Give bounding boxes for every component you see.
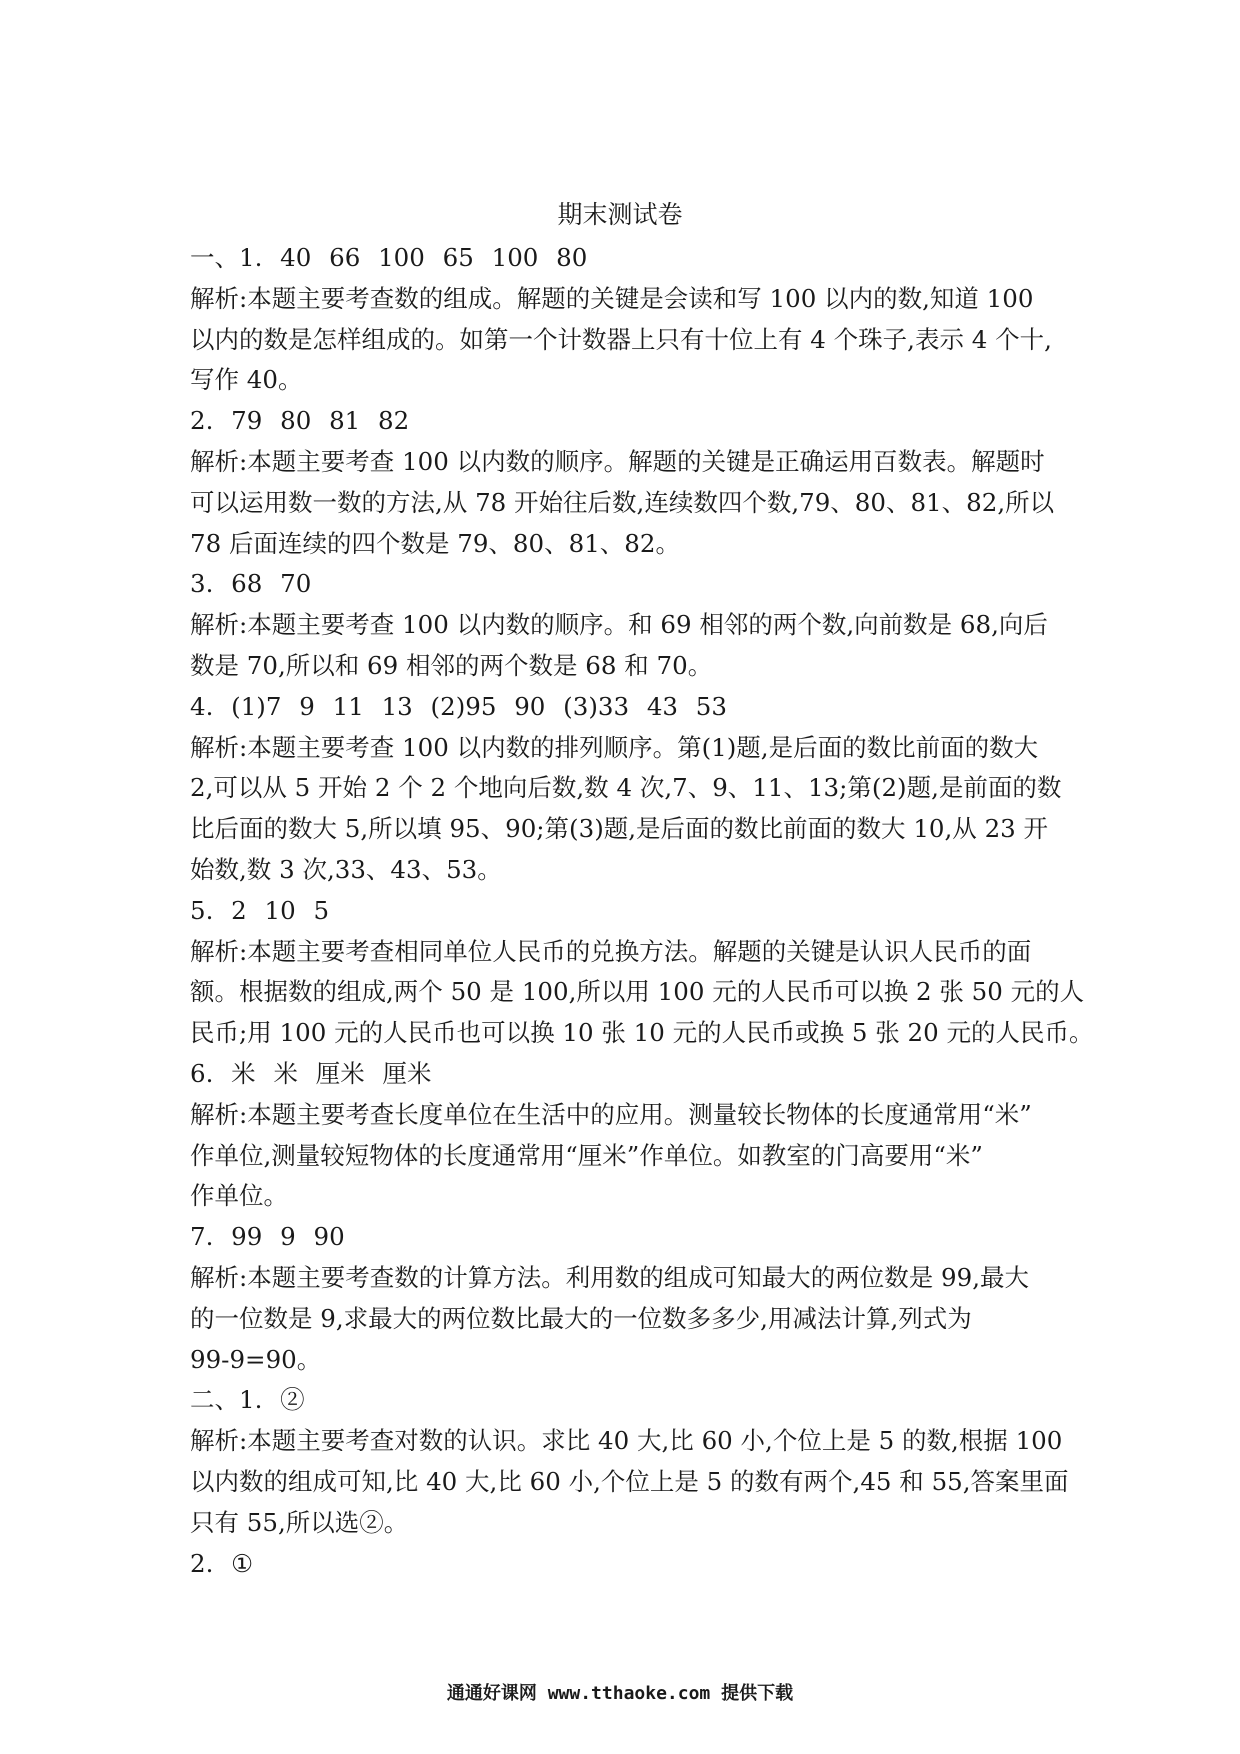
explanation-line: 比后面的数大 5,所以填 95、90;第(3)题,是后面的数比前面的数大 10,从 23 开	[190, 814, 1049, 844]
explanation-line: 额。根据数的组成,两个 50 是 100,所以用 100 元的人民币可以换 2 张 50 元的人	[190, 977, 1085, 1007]
answer-line: 2. ①	[190, 1548, 254, 1578]
explanation-line: 可以运用数一数的方法,从 78 开始往后数,连续数四个数,79、80、81、82,所以	[190, 487, 1055, 517]
page-title: 期末测试卷	[557, 200, 683, 229]
explanation-line: 2,可以从 5 开始 2 个 2 个地向后数,数 4 次,7、9、11、13;第(2)题,是前面的数	[190, 773, 1062, 803]
explanation-line: 写作 40。	[190, 365, 303, 395]
footer-watermark: 通通好课网 www.tthaoke.com 提供下载	[446, 1683, 794, 1704]
explanation-line: 作单位,测量较短物体的长度通常用“厘米”作单位。如教室的门高要用“米”	[190, 1140, 983, 1170]
explanation-line: 解析:本题主要考查 100 以内数的顺序。解题的关键是正确运用百数表。解题时	[190, 446, 1045, 476]
explanation-line: 解析:本题主要考查长度单位在生活中的应用。测量较长物体的长度通常用“米”	[190, 1099, 1032, 1129]
explanation-line: 数是 70,所以和 69 相邻的两个数是 68 和 70。	[190, 650, 713, 680]
explanation-line: 作单位。	[190, 1181, 288, 1211]
explanation-line: 解析:本题主要考查数的计算方法。利用数的组成可知最大的两位数是 99,最大	[190, 1262, 1030, 1292]
answer-key-body	[190, 238, 1094, 1584]
explanation-line: 解析:本题主要考查相同单位人民币的兑换方法。解题的关键是认识人民币的面	[190, 936, 1032, 966]
explanation-line: 78 后面连续的四个数是 79、80、81、82。	[190, 528, 680, 558]
answer-line: 7. 99 9 90	[190, 1222, 345, 1252]
explanation-line: 民币;用 100 元的人民币也可以换 10 张 10 元的人民币或换 5 张 20 元的人民币。	[190, 1018, 1094, 1048]
answer-line: 二、1. ②	[190, 1385, 305, 1415]
explanation-line: 解析:本题主要考查 100 以内数的排列顺序。第(1)题,是后面的数比前面的数大	[190, 732, 1039, 762]
answer-line: 6. 米 米 厘米 厘米	[190, 1058, 432, 1088]
answer-line: 2. 79 80 81 82	[190, 406, 410, 436]
explanation-line: 始数,数 3 次,33、43、53。	[190, 854, 502, 884]
explanation-line: 解析:本题主要考查对数的认识。求比 40 大,比 60 小,个位上是 5 的数,根据 100	[190, 1426, 1063, 1456]
explanation-line: 以内数的组成可知,比 40 大,比 60 小,个位上是 5 的数有两个,45 和 55,答案里面	[190, 1466, 1069, 1496]
explanation-line: 解析:本题主要考查 100 以内数的顺序。和 69 相邻的两个数,向前数是 68,向后	[190, 610, 1048, 640]
answer-line: 5. 2 10 5	[190, 895, 330, 925]
answer-line: 4. (1)7 9 11 13 (2)95 90 (3)33 43 53	[190, 691, 727, 721]
explanation-line: 以内的数是怎样组成的。如第一个计数器上只有十位上有 4 个珠子,表示 4 个十,	[190, 324, 1052, 354]
answer-line: 3. 68 70	[190, 569, 312, 599]
explanation-line: 只有 55,所以选②。	[190, 1507, 409, 1537]
explanation-line: 99-9=90。	[190, 1344, 322, 1374]
explanation-line: 的一位数是 9,求最大的两位数比最大的一位数多多少,用减法计算,列式为	[190, 1303, 972, 1333]
answer-line: 一、1. 40 66 100 65 100 80	[190, 243, 588, 272]
explanation-line: 解析:本题主要考查数的组成。解题的关键是会读和写 100 以内的数,知道 100	[190, 283, 1034, 313]
